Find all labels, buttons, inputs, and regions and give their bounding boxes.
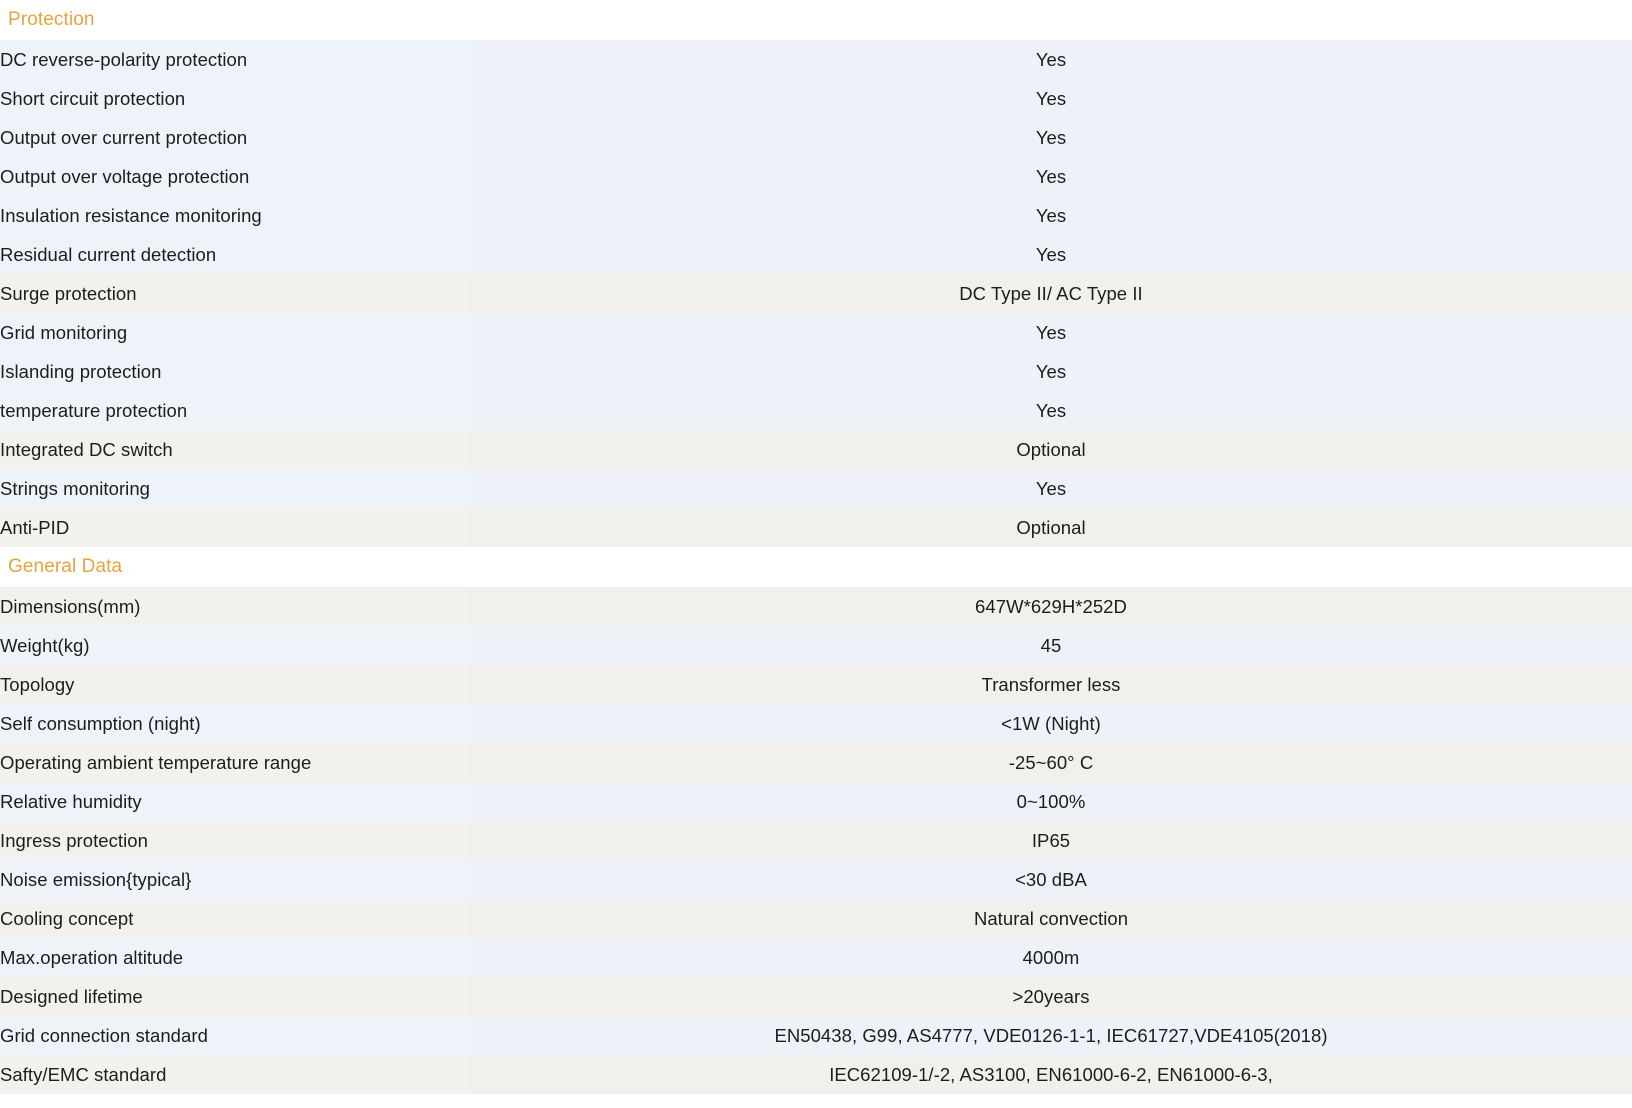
spec-value: Transformer less [470,665,1632,704]
spec-value: Yes [470,391,1632,430]
table-row [0,352,1632,391]
spec-label: Relative humidity [0,782,470,821]
section-header-general-data [0,547,1632,587]
spec-label: Weight(kg) [0,626,470,665]
table-row [0,274,1632,313]
spec-value: 45 [470,626,1632,665]
spec-value: Yes [470,313,1632,352]
section-header-protection [0,0,1632,40]
spec-value: IP65 [470,821,1632,860]
spec-value: <30 dBA [470,860,1632,899]
table-row [0,157,1632,196]
spec-label: Integrated DC switch [0,430,470,469]
spec-value: 0~100% [470,782,1632,821]
spec-label: Safty/EMC standard [0,1055,470,1094]
spec-label: Grid monitoring [0,313,470,352]
table-row [0,118,1632,157]
spec-value: IEC62109-1/-2, AS3100, EN61000-6-2, EN61000-6-3, [470,1055,1632,1094]
table-row [0,665,1632,704]
spec-value: EN50438, G99, AS4777, VDE0126-1-1, IEC61727,VDE4105(2018) [470,1016,1632,1055]
spec-label: Surge protection [0,274,470,313]
section-title: General Data [8,556,123,577]
table-row [0,704,1632,743]
spec-label: Insulation resistance monitoring [0,196,470,235]
spec-value: Optional [470,508,1632,547]
spec-value: Yes [470,235,1632,274]
table-row [0,391,1632,430]
spec-label: Noise emission{typical} [0,860,470,899]
spec-value: Yes [470,196,1632,235]
spec-label: Operating ambient temperature range [0,743,470,782]
spec-label: Max.operation altitude [0,938,470,977]
spec-table-protection [0,40,1632,547]
spec-label: Islanding protection [0,352,470,391]
table-row [0,938,1632,977]
spec-label: Self consumption (night) [0,704,470,743]
spec-label: Short circuit protection [0,79,470,118]
table-row [0,977,1632,1016]
table-row [0,860,1632,899]
spec-value: Yes [470,157,1632,196]
spec-value: -25~60° C [470,743,1632,782]
table-row [0,196,1632,235]
table-row [0,79,1632,118]
spec-label: Output over voltage protection [0,157,470,196]
spec-label: Anti-PID [0,508,470,547]
spec-value: Yes [470,352,1632,391]
spec-label: Grid connection standard [0,1016,470,1055]
table-row [0,508,1632,547]
spec-label: Strings monitoring [0,469,470,508]
spec-value: Yes [470,118,1632,157]
spec-value: Yes [470,79,1632,118]
spec-label: Ingress protection [0,821,470,860]
spec-label: Topology [0,665,470,704]
table-row [0,40,1632,79]
table-row [0,469,1632,508]
table-row [0,782,1632,821]
spec-value: Yes [470,40,1632,79]
spec-value: 4000m [470,938,1632,977]
spec-value: Yes [470,469,1632,508]
spec-label: Cooling concept [0,899,470,938]
table-row [0,626,1632,665]
table-row [0,430,1632,469]
table-row [0,1055,1632,1094]
spec-value: DC Type II/ AC Type II [470,274,1632,313]
table-row [0,1016,1632,1055]
section-title: Protection [8,9,95,30]
spec-label: DC reverse-polarity protection [0,40,470,79]
spec-label: temperature protection [0,391,470,430]
spec-table-general-data [0,587,1632,1094]
spec-value: 647W*629H*252D [470,587,1632,626]
table-row [0,235,1632,274]
table-row [0,743,1632,782]
table-row [0,821,1632,860]
spec-label: Output over current protection [0,118,470,157]
spec-label: Residual current detection [0,235,470,274]
spec-label: Dimensions(mm) [0,587,470,626]
spec-value: Optional [470,430,1632,469]
table-row [0,899,1632,938]
table-row [0,313,1632,352]
table-row [0,587,1632,626]
spec-label: Designed lifetime [0,977,470,1016]
spec-value: <1W (Night) [470,704,1632,743]
spec-value: >20years [470,977,1632,1016]
spec-value: Natural convection [470,899,1632,938]
